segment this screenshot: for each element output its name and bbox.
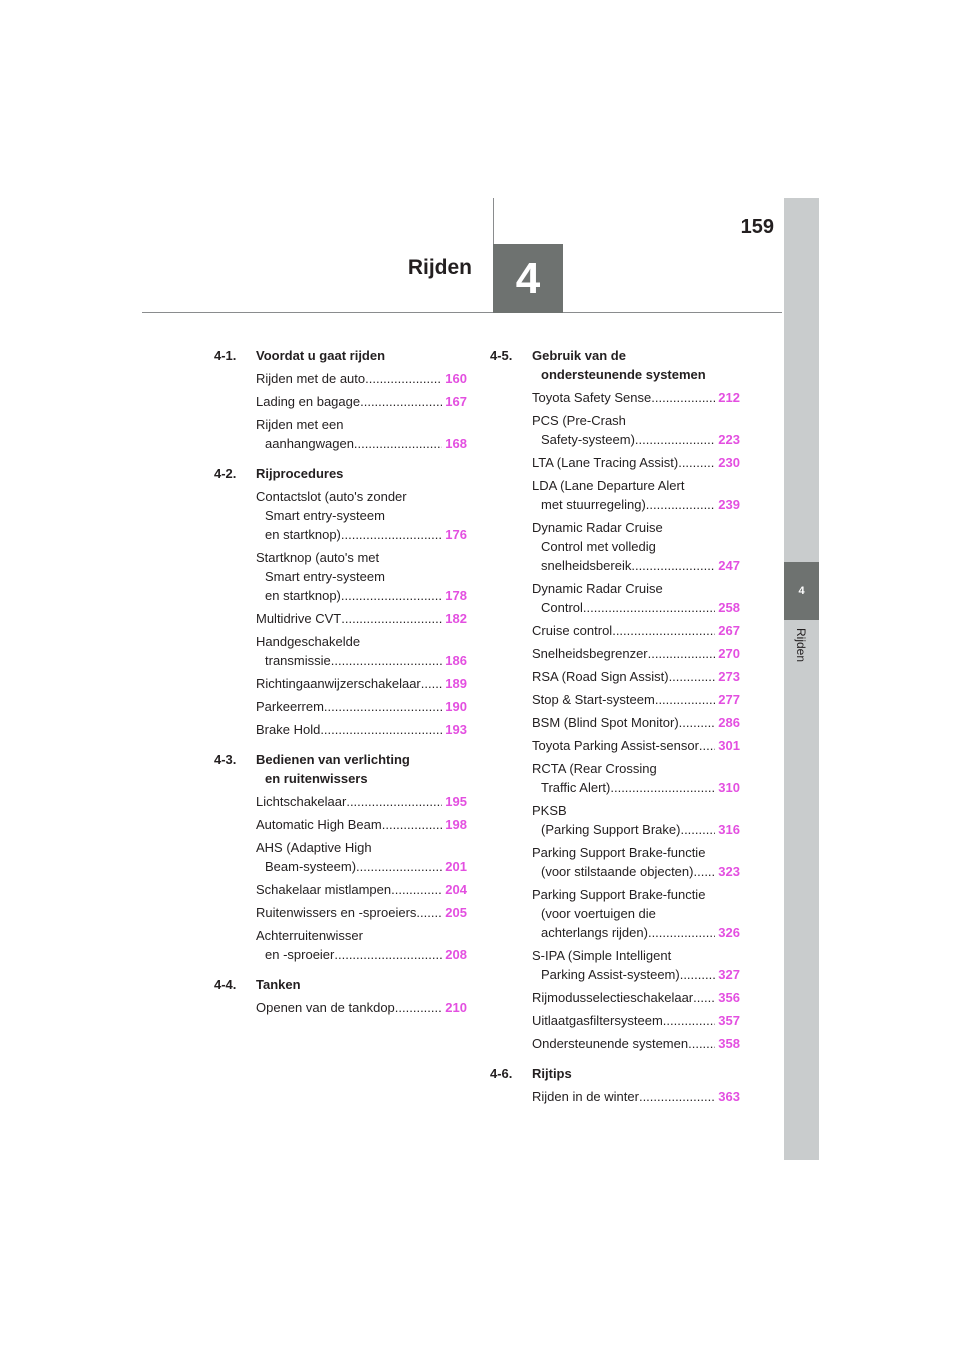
entry-text: Smart entry-systeem (265, 569, 385, 584)
dot-leader (680, 965, 716, 984)
page-reference-link[interactable]: 286 (718, 715, 740, 730)
entry-text: BSM (Blind Spot Monitor) (532, 715, 679, 730)
toc-entry[interactable] (532, 885, 740, 942)
toc-entry[interactable] (532, 644, 740, 663)
toc-entry[interactable] (532, 667, 740, 686)
toc-entry[interactable] (532, 801, 740, 839)
section-title-line: Bedienen van verlichting (256, 752, 410, 767)
dot-leader (341, 609, 442, 628)
toc-entry[interactable] (532, 1034, 740, 1053)
page-reference-link[interactable]: 267 (718, 623, 740, 638)
entry-text: Openen van de tankdop (256, 1000, 395, 1015)
entry-text: Handgeschakelde (256, 634, 361, 649)
page-reference-link[interactable]: 195 (445, 794, 467, 809)
toc-entry[interactable] (256, 880, 467, 899)
entry-last-line (256, 815, 467, 834)
chapter-title: Rijden (407, 256, 472, 279)
entry-text: Ondersteunende systemen (532, 1036, 689, 1051)
toc-entry[interactable] (256, 632, 467, 670)
toc-column-left (214, 346, 467, 1017)
entry-last-line (256, 674, 467, 693)
page-reference-link[interactable]: 239 (718, 497, 740, 512)
dot-leader (421, 674, 443, 693)
entry-last-line (532, 690, 740, 709)
dot-leader (341, 586, 442, 605)
toc-entry[interactable] (532, 579, 740, 617)
entry-text: Traffic Alert) (541, 780, 611, 795)
section-number: 4-4. (214, 977, 237, 992)
dot-leader (360, 392, 442, 411)
toc-section-heading (214, 346, 467, 365)
entry-last-line (532, 388, 740, 407)
dot-leader (635, 430, 715, 449)
entry-last-line (256, 434, 467, 453)
dot-leader (648, 923, 715, 942)
section-title (256, 750, 467, 788)
entry-last-line (256, 945, 467, 964)
toc-entry[interactable] (532, 736, 740, 755)
entry-text: Smart entry-systeem (265, 508, 385, 523)
entry-last-line (256, 880, 467, 899)
entry-last-line (532, 453, 740, 472)
page-number: 159 (740, 216, 774, 238)
toc-section-heading (214, 975, 467, 994)
entry-text: Rijden met een (256, 417, 344, 432)
toc-entry[interactable] (532, 988, 740, 1007)
entry-last-line (532, 965, 740, 984)
page-reference-link[interactable]: 327 (718, 967, 740, 982)
dot-leader (678, 453, 715, 472)
entry-text: RCTA (Rear Crossing (532, 761, 657, 776)
entry-text: Rijmodusselectieschakelaar (532, 990, 694, 1005)
toc-entry[interactable] (256, 392, 467, 411)
page-reference-link[interactable]: 223 (718, 432, 740, 447)
side-chapter-label: Rijden (794, 628, 808, 663)
toc-entry[interactable] (532, 476, 740, 514)
entry-text: Parking Support Brake-functie (532, 887, 706, 902)
section-title (256, 346, 467, 365)
section-number: 4-5. (490, 348, 513, 363)
toc-entry[interactable] (256, 815, 467, 834)
toc-entry[interactable] (256, 548, 467, 605)
toc-entry[interactable] (532, 1011, 740, 1030)
entry-last-line (532, 778, 740, 797)
toc-entry[interactable] (256, 792, 467, 811)
entry-text: Automatic High Beam (256, 817, 382, 832)
dot-leader (679, 713, 716, 732)
entry-last-line (532, 988, 740, 1007)
dot-leader (612, 621, 715, 640)
entry-text: en startknop) (265, 588, 341, 603)
section-title (256, 464, 467, 483)
entry-text: Startknop (auto's met (256, 550, 380, 565)
page-reference-link[interactable]: 258 (718, 600, 740, 615)
toc-entry[interactable] (532, 388, 740, 407)
entry-text: Cruise control (532, 623, 613, 638)
dot-leader (655, 690, 715, 709)
entry-last-line (256, 903, 467, 922)
entry-last-line (532, 862, 740, 881)
toc-entry[interactable] (532, 518, 740, 575)
entry-last-line (532, 713, 740, 732)
toc-section-heading (490, 346, 740, 384)
page-reference-link[interactable]: 182 (445, 611, 467, 626)
entry-text: snelheidsbereik (541, 558, 632, 573)
entry-last-line (256, 609, 467, 628)
dot-leader (382, 815, 443, 834)
dot-leader (391, 880, 442, 899)
entry-text: Multidrive CVT (256, 611, 342, 626)
page-reference-link[interactable]: 230 (718, 455, 740, 470)
page-reference-link[interactable]: 205 (445, 905, 467, 920)
header-divider-vertical (493, 198, 494, 248)
entry-last-line (256, 392, 467, 411)
entry-last-line (532, 644, 740, 663)
entry-text: Lading en bagage (256, 394, 361, 409)
entry-last-line (256, 369, 467, 388)
entry-text: Control met volledig (541, 539, 656, 554)
dot-leader (320, 720, 442, 739)
dot-leader (669, 667, 716, 686)
section-number: 4-1. (214, 348, 237, 363)
page-reference-link[interactable]: 190 (445, 699, 467, 714)
entry-text: Rijden in de winter (532, 1089, 639, 1104)
entry-text: Parkeerrem (256, 699, 324, 714)
section-number: 4-2. (214, 466, 237, 481)
toc-section-heading (214, 750, 467, 788)
toc-entry[interactable] (532, 946, 740, 984)
toc-entry[interactable] (256, 369, 467, 388)
dot-leader (395, 998, 443, 1017)
entry-last-line (532, 923, 740, 942)
page-reference-link[interactable]: 363 (718, 1089, 740, 1104)
entry-text: RSA (Road Sign Assist) (532, 669, 669, 684)
page-reference-link[interactable]: 358 (718, 1036, 740, 1051)
dot-leader (334, 945, 442, 964)
entry-text: achterlangs rijden) (541, 925, 648, 940)
dot-leader (699, 736, 715, 755)
page-reference-link[interactable]: 167 (445, 394, 467, 409)
page-reference-link[interactable]: 160 (445, 371, 467, 386)
entry-last-line (532, 736, 740, 755)
toc-entry[interactable] (532, 453, 740, 472)
entry-text: Beam-systeem) (265, 859, 357, 874)
header-divider-horizontal (142, 312, 782, 313)
entry-last-line (532, 1087, 740, 1106)
section-title-line: ondersteunende systemen (541, 367, 706, 382)
toc-entry[interactable] (256, 838, 467, 876)
dot-leader (663, 1011, 716, 1030)
section-number: 4-6. (490, 1066, 513, 1081)
entry-text: Toyota Parking Assist-sensor (532, 738, 699, 753)
entry-text: Rijden met de auto (256, 371, 366, 386)
dot-leader (680, 820, 715, 839)
toc-entry[interactable] (256, 487, 467, 544)
entry-text: Contactslot (auto's zonder (256, 489, 407, 504)
page-reference-link[interactable]: 357 (718, 1013, 740, 1028)
page-reference-link[interactable]: 201 (445, 859, 467, 874)
entry-text: LTA (Lane Tracing Assist) (532, 455, 679, 470)
toc-entry[interactable] (256, 926, 467, 964)
page-reference-link[interactable]: 178 (445, 588, 467, 603)
page-reference-link[interactable]: 277 (718, 692, 740, 707)
dot-leader (693, 862, 715, 881)
entry-last-line (532, 621, 740, 640)
dot-leader (416, 903, 442, 922)
side-chapter-tab[interactable]: 4 (784, 562, 819, 620)
section-title-line: Gebruik van de (532, 348, 626, 363)
section-title (532, 1064, 740, 1083)
entry-last-line (256, 998, 467, 1017)
toc-entry[interactable] (532, 713, 740, 732)
entry-last-line (532, 598, 740, 617)
entry-last-line (256, 697, 467, 716)
entry-last-line (532, 495, 740, 514)
entry-text: Toyota Safety Sense (532, 390, 652, 405)
entry-last-line (532, 1011, 740, 1030)
entry-text: aanhangwagen (265, 436, 354, 451)
entry-text: Control (541, 600, 583, 615)
dot-leader (341, 525, 442, 544)
page-reference-link[interactable]: 168 (445, 436, 467, 451)
dot-leader (346, 792, 442, 811)
entry-last-line (532, 1034, 740, 1053)
toc-entry[interactable] (256, 998, 467, 1017)
entry-last-line (256, 651, 467, 670)
entry-text: Uitlaatgasfiltersysteem (532, 1013, 663, 1028)
page-reference-link[interactable]: 301 (718, 738, 740, 753)
page-reference-link[interactable]: 210 (445, 1000, 467, 1015)
page-reference-link[interactable]: 204 (445, 882, 467, 897)
section-title-line: Voordat u gaat rijden (256, 348, 386, 363)
entry-text: Dynamic Radar Cruise (532, 581, 663, 596)
entry-text: Safety-systeem) (541, 432, 635, 447)
dot-leader (648, 644, 716, 663)
page-reference-link[interactable]: 270 (718, 646, 740, 661)
entry-last-line (532, 556, 740, 575)
dot-leader (354, 434, 442, 453)
page-reference-link[interactable]: 310 (718, 780, 740, 795)
dot-leader (583, 598, 715, 617)
entry-text: Schakelaar mistlampen (256, 882, 392, 897)
toc-entry[interactable] (256, 720, 467, 739)
page-reference-link[interactable]: 193 (445, 722, 467, 737)
entry-last-line (256, 525, 467, 544)
entry-last-line (532, 430, 740, 449)
entry-text: (voor stilstaande objecten) (541, 864, 694, 879)
page-reference-link[interactable]: 247 (718, 558, 740, 573)
entry-text: Achterruitenwisser (256, 928, 363, 943)
entry-text: Stop & Start-systeem (532, 692, 655, 707)
toc-entry[interactable] (532, 1087, 740, 1106)
toc-entry[interactable] (532, 759, 740, 797)
page-reference-link[interactable]: 316 (718, 822, 740, 837)
entry-text: transmissie (265, 653, 331, 668)
entry-last-line (256, 720, 467, 739)
entry-text: PKSB (532, 803, 567, 818)
dot-leader (324, 697, 442, 716)
toc-entry[interactable] (532, 411, 740, 449)
entry-text: (Parking Support Brake) (541, 822, 681, 837)
page-reference-link[interactable]: 176 (445, 527, 467, 542)
dot-leader (688, 1034, 715, 1053)
toc-entry[interactable] (256, 674, 467, 693)
entry-last-line (256, 586, 467, 605)
section-title (532, 346, 740, 384)
entry-last-line (532, 820, 740, 839)
entry-last-line (256, 857, 467, 876)
entry-last-line (532, 667, 740, 686)
page-reference-link[interactable]: 356 (718, 990, 740, 1005)
page-reference-link[interactable]: 198 (445, 817, 467, 832)
entry-text: Parking Assist-systeem) (541, 967, 680, 982)
toc-entry[interactable] (532, 843, 740, 881)
entry-text: PCS (Pre-Crash (532, 413, 626, 428)
entry-text: met stuurregeling) (541, 497, 646, 512)
page-reference-link[interactable]: 208 (445, 947, 467, 962)
entry-text: Snelheidsbegrenzer (532, 646, 648, 661)
page-reference-link[interactable]: 186 (445, 653, 467, 668)
entry-text: en startknop) (265, 527, 341, 542)
entry-text: Parking Support Brake-functie (532, 845, 706, 860)
toc-entry[interactable] (256, 697, 467, 716)
dot-leader (651, 388, 715, 407)
entry-text: Dynamic Radar Cruise (532, 520, 663, 535)
entry-text: S-IPA (Simple Intelligent (532, 948, 672, 963)
toc-section-heading (214, 464, 467, 483)
page-reference-link[interactable]: 273 (718, 669, 740, 684)
chapter-number-box: 4 (493, 244, 563, 313)
section-title-line: en ruitenwissers (265, 771, 368, 786)
page-reference-link[interactable]: 326 (718, 925, 740, 940)
toc-entry[interactable] (256, 609, 467, 628)
toc-entry[interactable] (256, 415, 467, 453)
dot-leader (365, 369, 442, 388)
toc-entry[interactable] (532, 621, 740, 640)
page-reference-link[interactable]: 212 (718, 390, 740, 405)
entry-text: Brake Hold (256, 722, 321, 737)
dot-leader (331, 651, 443, 670)
entry-text: AHS (Adaptive High (256, 840, 372, 855)
entry-text: Lichtschakelaar (256, 794, 347, 809)
section-number: 4-3. (214, 752, 237, 767)
toc-entry[interactable] (256, 903, 467, 922)
dot-leader (356, 857, 442, 876)
dot-leader (631, 556, 715, 575)
entry-text: LDA (Lane Departure Alert (532, 478, 685, 493)
page-reference-link[interactable]: 323 (718, 864, 740, 879)
toc-section-heading (490, 1064, 740, 1083)
dot-leader (610, 778, 715, 797)
entry-text: (voor voertuigen die (541, 906, 656, 921)
entry-text: en -sproeier (265, 947, 335, 962)
dot-leader (639, 1087, 715, 1106)
entry-last-line (256, 792, 467, 811)
section-title-line: Tanken (256, 977, 301, 992)
entry-text: Ruitenwissers en -sproeiers (256, 905, 417, 920)
section-title-line: Rijprocedures (256, 466, 344, 481)
entry-text: Richtingaanwijzerschakelaar (256, 676, 421, 691)
page-reference-link[interactable]: 189 (445, 676, 467, 691)
section-title-line: Rijtips (532, 1066, 572, 1081)
toc-entry[interactable] (532, 690, 740, 709)
dot-leader (693, 988, 715, 1007)
dot-leader (646, 495, 716, 514)
section-title (256, 975, 467, 994)
toc-column-right (490, 346, 740, 1106)
